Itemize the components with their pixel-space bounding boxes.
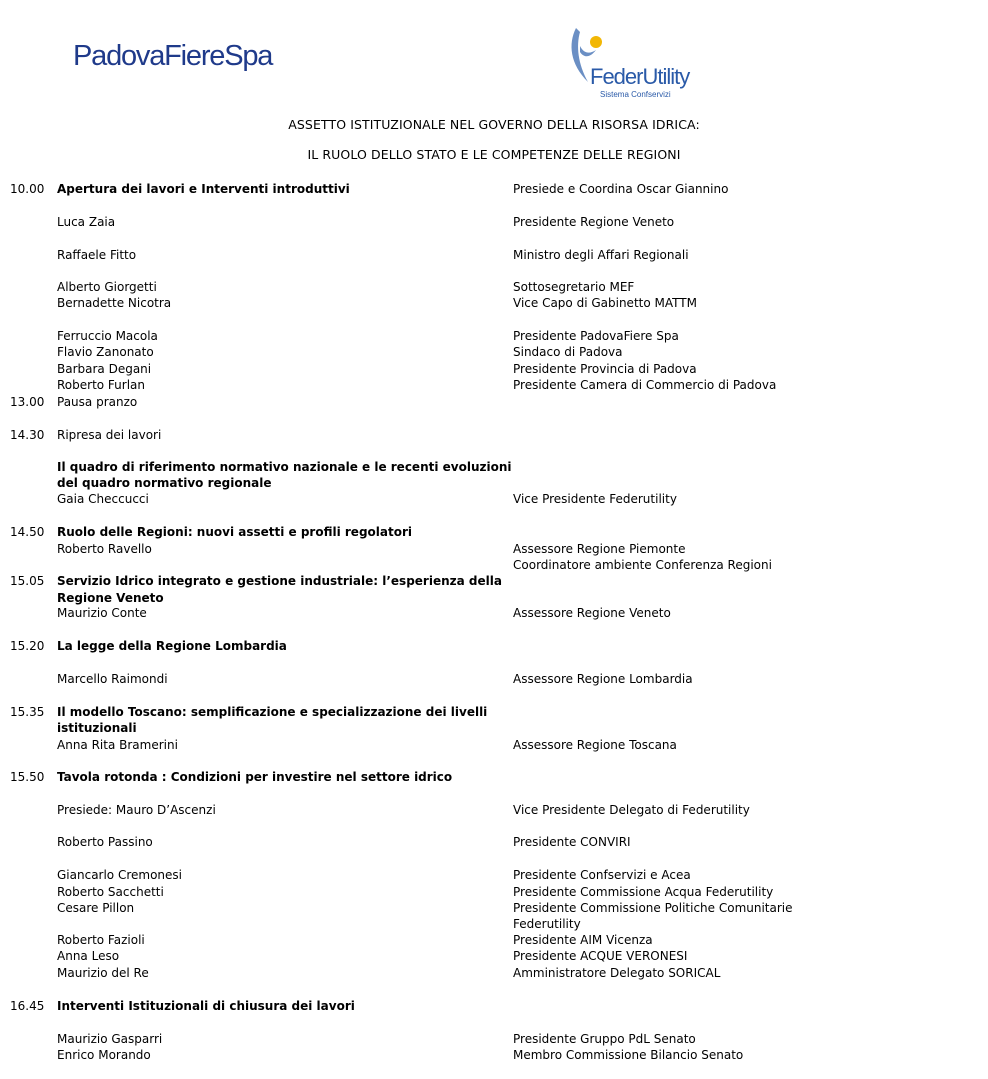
program-row xyxy=(0,605,988,621)
row-topic-or-speaker: Bernadette Nicotra xyxy=(57,296,172,310)
row-topic-or-speaker: Roberto Furlan xyxy=(57,378,146,392)
row-time: 14.50 xyxy=(10,525,45,539)
program-row xyxy=(0,394,988,410)
row-role: Membro Commissione Bilancio Senato xyxy=(513,1048,744,1062)
row-topic-or-speaker: Anna Leso xyxy=(57,949,120,963)
row-topic-or-speaker: Alberto Giorgetti xyxy=(57,280,157,294)
row-topic-or-speaker: Cesare Pillon xyxy=(57,901,135,915)
row-topic-or-speaker: Giancarlo Cremonesi xyxy=(57,868,183,882)
program-row xyxy=(0,916,988,932)
row-topic-or-speaker: Maurizio del Re xyxy=(57,966,149,980)
row-topic-or-speaker: Regione Veneto xyxy=(57,591,164,605)
row-time: 10.00 xyxy=(10,182,45,196)
federutility-logo xyxy=(566,24,690,104)
row-role: Federutility xyxy=(513,917,581,931)
row-topic-or-speaker: Roberto Sacchetti xyxy=(57,885,164,899)
row-role: Presidente Gruppo PdL Senato xyxy=(513,1032,696,1046)
row-topic-or-speaker: Anna Rita Bramerini xyxy=(57,738,178,752)
program-row xyxy=(0,1031,988,1047)
row-role: Vice Capo di Gabinetto MATTM xyxy=(513,296,697,310)
row-topic-or-speaker: Ruolo delle Regioni: nuovi assetti e profili regolatori xyxy=(57,525,413,539)
row-role: Vice Presidente Federutility xyxy=(513,492,677,506)
page-title-1: ASSETTO ISTITUZIONALE NEL GOVERNO DELLA RISORSA IDRICA: xyxy=(288,117,700,132)
row-role: Presidente PadovaFiere Spa xyxy=(513,329,679,343)
row-topic-or-speaker: del quadro normativo regionale xyxy=(57,476,272,490)
row-topic-or-speaker: istituzionali xyxy=(57,721,137,735)
row-topic-or-speaker: Pausa pranzo xyxy=(57,395,138,409)
row-topic-or-speaker: Il quadro di riferimento normativo nazionale e le recenti evoluzioni xyxy=(57,460,512,474)
program-row xyxy=(0,328,988,344)
padovafiere-logo: PadovaFiereSpa xyxy=(73,40,273,72)
row-role: Amministratore Delegato SORICAL xyxy=(513,966,721,980)
program-row xyxy=(0,965,988,981)
program-row xyxy=(0,377,988,393)
row-time: 14.30 xyxy=(10,428,45,442)
row-topic-or-speaker: Marcello Raimondi xyxy=(57,672,168,686)
program-row xyxy=(0,475,988,491)
page-title-2: IL RUOLO DELLO STATO E LE COMPETENZE DELLE REGIONI xyxy=(307,147,681,162)
program-row xyxy=(0,491,988,507)
row-role: Presidente Camera di Commercio di Padova xyxy=(513,378,777,392)
program-row xyxy=(0,573,988,589)
program-row xyxy=(0,948,988,964)
program-row xyxy=(0,214,988,230)
row-role: Presidente Confservizi e Acea xyxy=(513,868,691,882)
row-role: Presidente Regione Veneto xyxy=(513,215,675,229)
program-row xyxy=(0,884,988,900)
program-row xyxy=(0,541,988,557)
row-role: Assessore Regione Veneto xyxy=(513,606,671,620)
row-role: Presiede e Coordina Oscar Giannino xyxy=(513,182,729,196)
row-role: Assessore Regione Lombardia xyxy=(513,672,693,686)
row-role: Presidente ACQUE VERONESI xyxy=(513,949,688,963)
program-row xyxy=(0,638,988,654)
row-time: 13.00 xyxy=(10,395,45,409)
program-row xyxy=(0,932,988,948)
row-role: Sottosegretario MEF xyxy=(513,280,635,294)
row-role: Presidente CONVIRI xyxy=(513,835,631,849)
program-row xyxy=(0,867,988,883)
program-row xyxy=(0,704,988,720)
row-topic-or-speaker: Roberto Fazioli xyxy=(57,933,145,947)
row-topic-or-speaker: Barbara Degani xyxy=(57,362,152,376)
row-role: Assessore Regione Toscana xyxy=(513,738,677,752)
program-row xyxy=(0,295,988,311)
row-time: 15.05 xyxy=(10,574,45,588)
row-topic-or-speaker: Enrico Morando xyxy=(57,1048,151,1062)
row-time: 16.45 xyxy=(10,999,45,1013)
program-row xyxy=(0,459,988,475)
row-topic-or-speaker: Roberto Ravello xyxy=(57,542,152,556)
program-row xyxy=(0,247,988,263)
program-row xyxy=(0,1047,988,1063)
row-role: Vice Presidente Delegato di Federutility xyxy=(513,803,750,817)
program-row xyxy=(0,557,988,573)
program-row xyxy=(0,737,988,753)
program-row xyxy=(0,834,988,850)
federutility-subtitle: Sistema Confservizi xyxy=(600,90,671,99)
row-role: Presidente AIM Vicenza xyxy=(513,933,653,947)
row-topic-or-speaker: Luca Zaia xyxy=(57,215,116,229)
row-topic-or-speaker: Roberto Passino xyxy=(57,835,153,849)
row-role: Coordinatore ambiente Conferenza Regioni xyxy=(513,558,772,572)
row-role: Ministro degli Affari Regionali xyxy=(513,248,689,262)
program-row xyxy=(0,427,988,443)
row-topic-or-speaker: Il modello Toscano: semplificazione e specializzazione dei livelli xyxy=(57,705,488,719)
row-topic-or-speaker: Ripresa dei lavori xyxy=(57,428,162,442)
program-row xyxy=(0,720,988,736)
row-topic-or-speaker: Interventi Istituzionali di chiusura dei lavori xyxy=(57,999,355,1013)
row-topic-or-speaker: La legge della Regione Lombardia xyxy=(57,639,287,653)
program-row xyxy=(0,361,988,377)
program-row xyxy=(0,279,988,295)
row-role: Presidente Commissione Politiche Comunitarie xyxy=(513,901,793,915)
row-time: 15.35 xyxy=(10,705,45,719)
program-row xyxy=(0,671,988,687)
row-topic-or-speaker: Maurizio Gasparri xyxy=(57,1032,163,1046)
program-row xyxy=(0,769,988,785)
program-row xyxy=(0,802,988,818)
row-topic-or-speaker: Ferruccio Macola xyxy=(57,329,158,343)
row-time: 15.20 xyxy=(10,639,45,653)
federutility-wordmark: FederUtility xyxy=(590,64,690,89)
row-topic-or-speaker: Tavola rotonda : Condizioni per investire nel settore idrico xyxy=(57,770,453,784)
row-topic-or-speaker: Flavio Zanonato xyxy=(57,345,154,359)
program-row xyxy=(0,998,988,1014)
program-row xyxy=(0,900,988,916)
row-topic-or-speaker: Gaia Checcucci xyxy=(57,492,149,506)
row-time: 15.50 xyxy=(10,770,45,784)
program-row xyxy=(0,524,988,540)
program-row xyxy=(0,590,988,606)
row-role: Presidente Provincia di Padova xyxy=(513,362,697,376)
row-topic-or-speaker: Raffaele Fitto xyxy=(57,248,137,262)
row-role: Assessore Regione Piemonte xyxy=(513,542,686,556)
program-row xyxy=(0,181,988,197)
row-topic-or-speaker: Maurizio Conte xyxy=(57,606,147,620)
program-row xyxy=(0,344,988,360)
row-topic-or-speaker: Servizio Idrico integrato e gestione industriale: l’esperienza della xyxy=(57,574,502,588)
row-topic-or-speaker: Apertura dei lavori e Interventi introduttivi xyxy=(57,182,350,196)
row-role: Presidente Commissione Acqua Federutility xyxy=(513,885,774,899)
row-topic-or-speaker: Presiede: Mauro D’Ascenzi xyxy=(57,803,216,817)
row-role: Sindaco di Padova xyxy=(513,345,623,359)
